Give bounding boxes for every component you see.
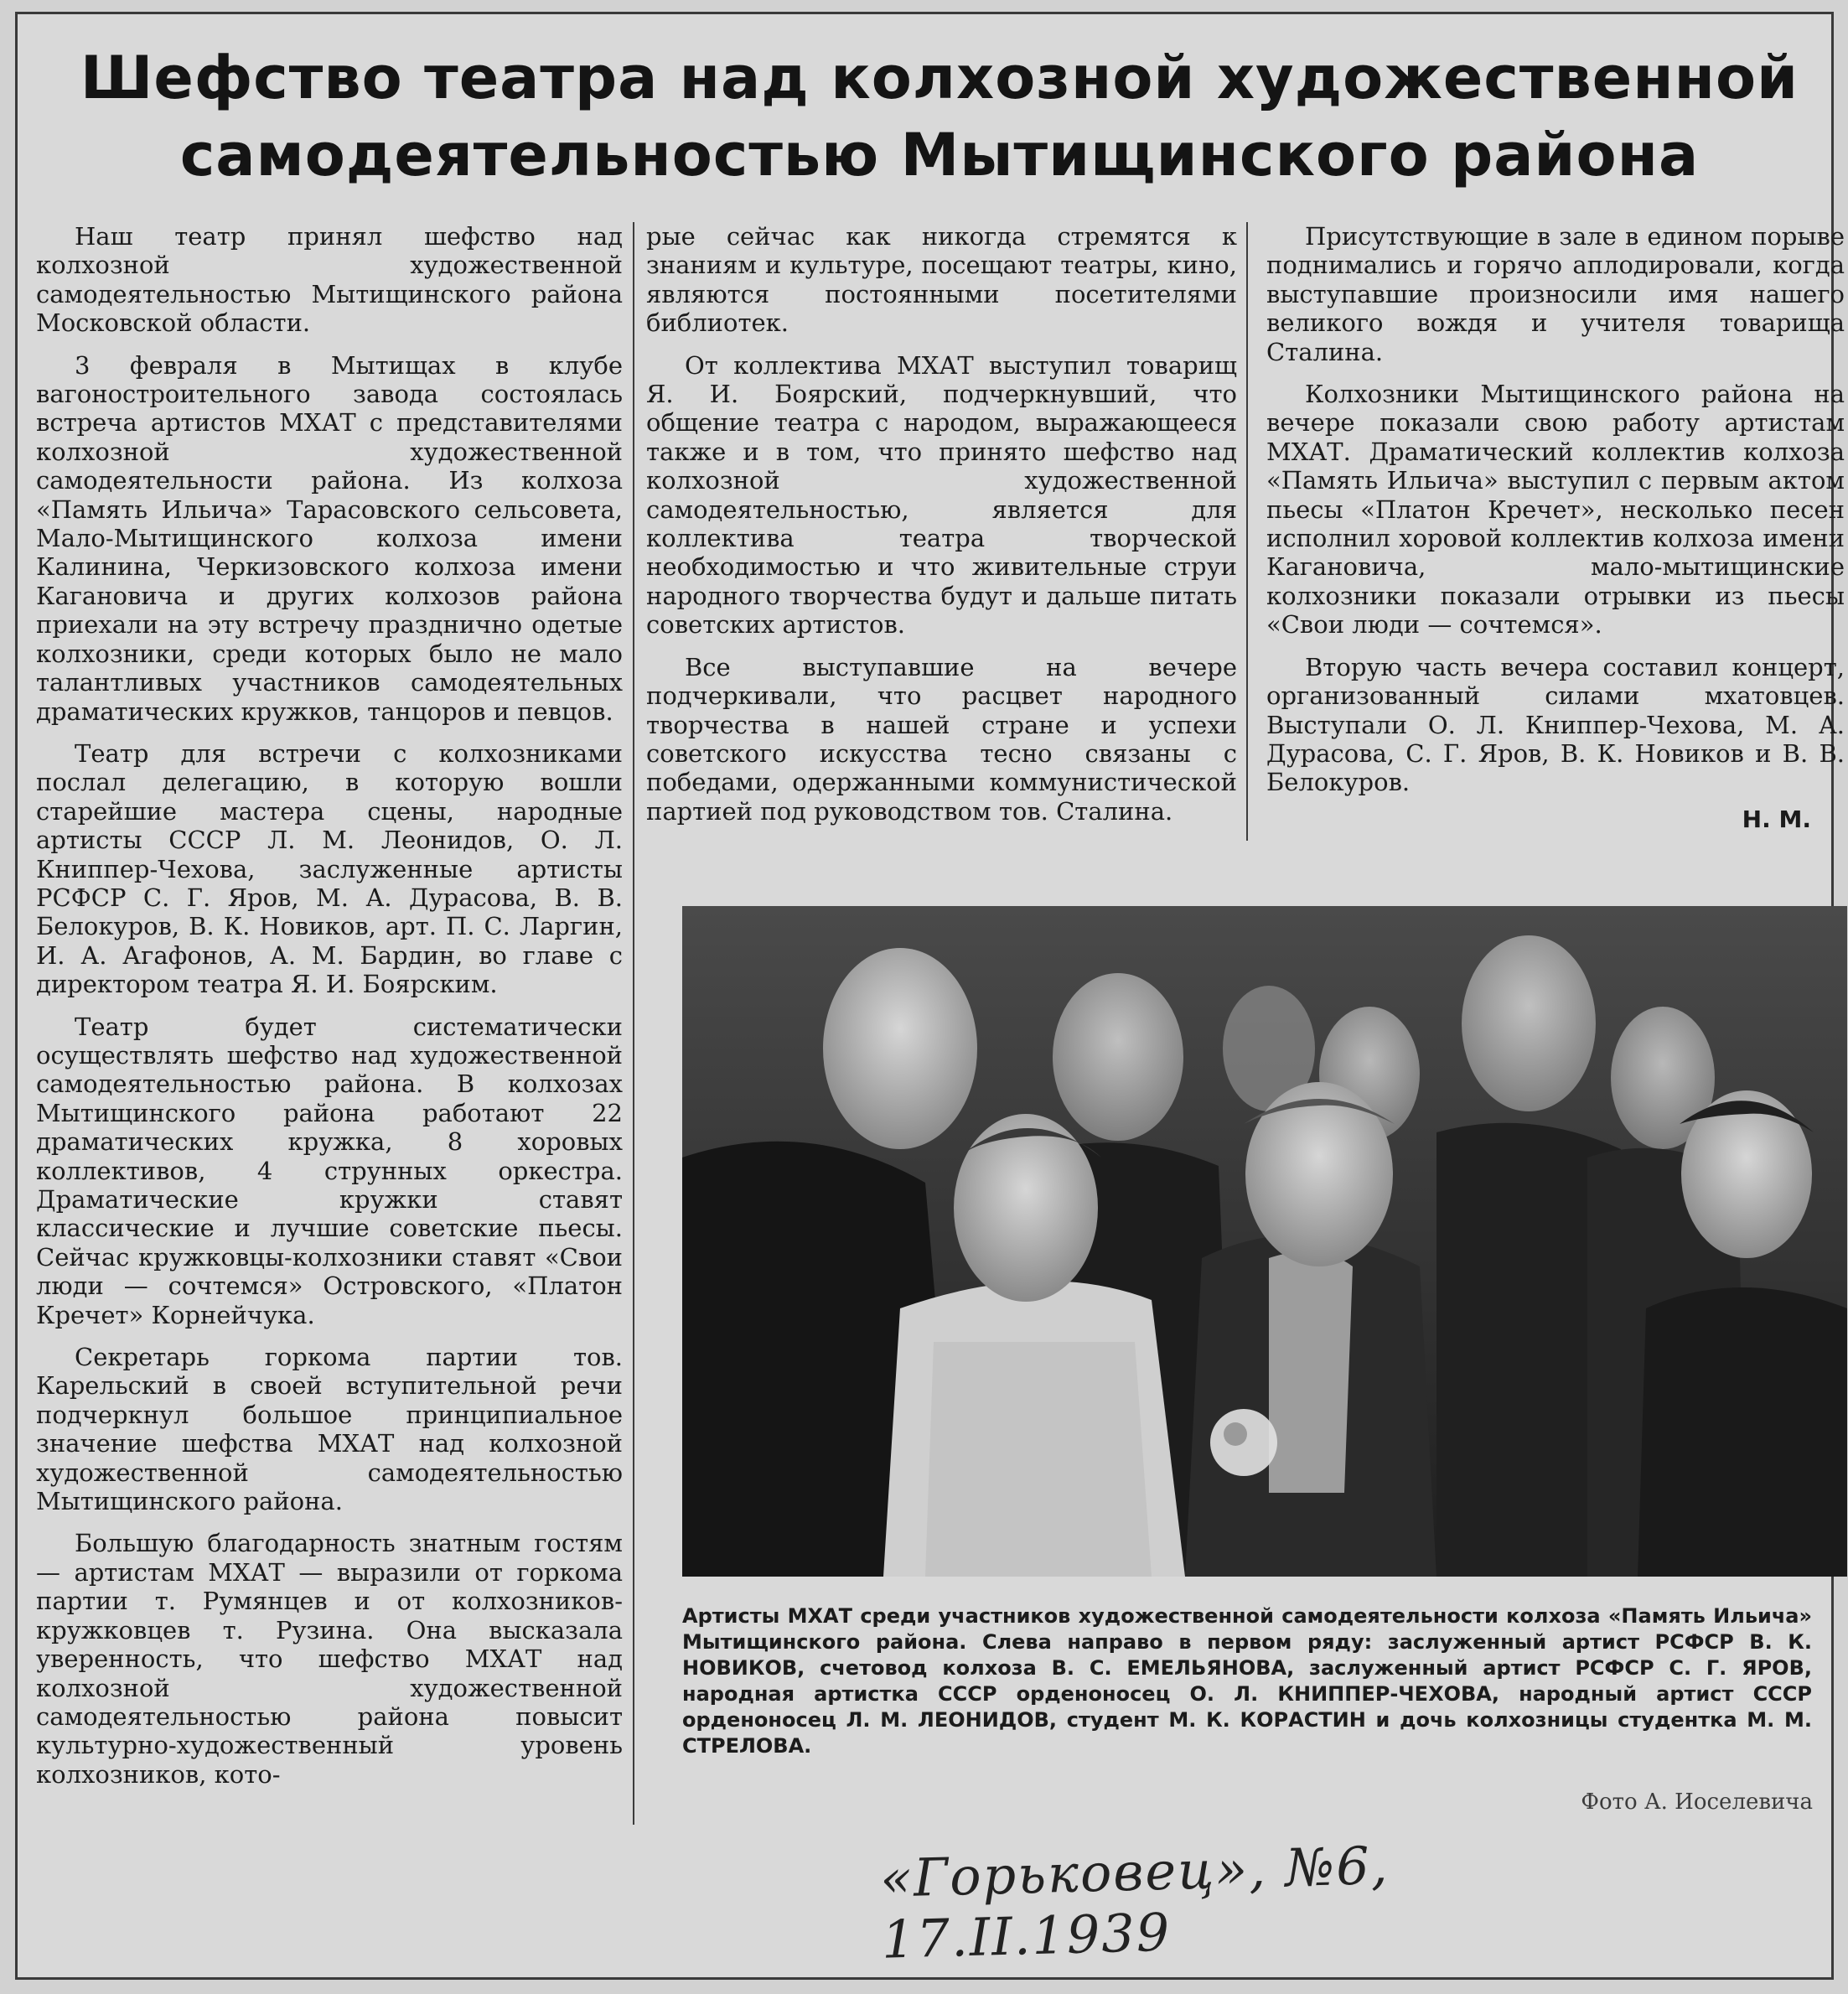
- group-photo: [682, 906, 1847, 1577]
- article-column-1: [36, 222, 623, 1802]
- author-signature: Н. М.: [1742, 805, 1811, 833]
- paragraph: От коллектива МХАТ выступил товарищ Я. И. Боярский, подчеркнувший, что общение театра с народом, выражающееся также и в том, что принято шефство над колхозной художественной самодеятельностью, является для коллектива театра творческой необходимостью и что живительные струи народного творчества будут и дальше питать советских артистов.: [646, 350, 1237, 640]
- newspaper-clipping: [15, 12, 1845, 1980]
- paragraph: Театр будет систематически осуществлять шефство над художественной самодеятельностью района. В колхозах Мытищинского района работают 22 драматических кружка, 8 хоровых коллективов, 4 струнных оркестра. Драматические кружки ставят классические и лучшие советские пьесы. Сейчас кружковцы-колхозники ставят «Свои люди — сочтемся» Островского, «Платон Кречет» Корнейчука.: [36, 1012, 623, 1329]
- paragraph: Вторую часть вечера составил концерт, организованный силами мхатовцев. Выступали О. Л. Книппер-Чехова, М. А. Дурасова, С. Г. Яров, В. К. Новиков и В. В. Белокуров.: [1266, 652, 1845, 797]
- column-divider: [633, 222, 634, 1825]
- paragraph: рые сейчас как никогда стремятся к знаниям и культуре, посещают театры, кино, являются постоянными посетителями библиотек.: [646, 222, 1237, 338]
- handwritten-source-note: «Горьковец», №6, 17.II.1939: [879, 1834, 1390, 1971]
- article-column-2: [646, 222, 1237, 839]
- paragraph: Все выступавшие на вечере подчеркивали, что расцвет народного творчества в нашей стране и успехи советского искусства тесно связаны с победами, одержанными коммунистической партией под руководством тов. Сталина.: [646, 652, 1237, 826]
- paragraph: Театр для встречи с колхозниками послал делегацию, в которую вошли старейшие мастера сцены, народные артисты СССР Л. М. Леонидов, О. Л. Книппер-Чехова, заслуженные артисты РСФСР С. Г. Яров, М. А. Дурасова, В. В. Белокуров, В. К. Новиков, арт. П. С. Ларгин, И. А. Агафонов, А. М. Бардин, во главе с директором театра Я. И. Боярским.: [36, 738, 623, 999]
- paragraph: Присутствующие в зале в едином порыве поднимались и горячо аплодировали, когда выступавшие произносили имя нашего великого вождя и учителя товарища Сталина.: [1266, 222, 1845, 366]
- article-column-3: [1266, 222, 1845, 834]
- paragraph: Колхозники Мытищинского района на вечере показали свою работу артистам МХАТ. Драматический коллектив колхоза «Память Ильича» выступил с первым актом пьесы «Платон Кречет», несколько песен исполнил хоровой коллектив колхоза имени Кагановича, мало-мытищинские колхозники показали отрывки из пьесы «Свои люди — сочтемся».: [1266, 380, 1845, 640]
- paragraph: Большую благодарность знатным гостям — артистам МХАТ — выразили от горкома партии т. Румянцев и от колхозников-кружковцев т. Рузина. Она высказала уверенность, что шефство МХАТ над колхозной художественной самодеятельностью района повысит культурно-художественный уровень колхозников, кото-: [36, 1529, 623, 1789]
- paragraph: Наш театр принял шефство над колхозной художественной самодеятельностью Мытищинского района Московской области.: [36, 222, 623, 338]
- photo-credit: Фото А. Иоселевича: [1581, 1789, 1813, 1815]
- paragraph: Секретарь горкома партии тов. Карельский в своей вступительной речи подчеркнул большое принципиальное значение шефства МХАТ над колхозной художественной самодеятельностью Мытищинского района.: [36, 1343, 623, 1516]
- article-title: Шефство театра над колхозной художественной самодеятельностью Мытищинского района: [80, 44, 1799, 189]
- paragraph: 3 февраля в Мытищах в клубе вагоностроительного завода состоялась встреча артистов МХАТ с представителями колхозной художественной самодеятельности района. Из колхоза «Память Ильича» Тарасовского сельсовета, Мало-Мытищинского колхоза имени Калинина, Черкизовского колхоза имени Кагановича и других колхозов района приехали на эту встречу празднично одетые колхозники, среди которых было не мало талантливых участников самодеятельных драматических кружков, танцоров и певцов.: [36, 350, 623, 726]
- photo-caption: Артисты МХАТ среди участников художественной самодеятельности колхоза «Память Ильича» Мытищинского района. Слева направо в первом ряду: заслуженный артист РСФСР В. К. НОВИКОВ, счетовод колхоза В. С. ЕМЕЛЬЯНОВА, заслуженный артист РСФСР С. Г. ЯРОВ, народная артистка СССР орденоносец О. Л. КНИППЕР-ЧЕХОВА, народный артист СССР орденоносец Л. М. ЛЕОНИДОВ, студент М. К. КОРАСТИН и дочь колхозницы студентка М. М. СТРЕЛОВА.: [682, 1604, 1812, 1758]
- photo-illustration: [682, 906, 1847, 1577]
- column-divider: [1246, 222, 1248, 841]
